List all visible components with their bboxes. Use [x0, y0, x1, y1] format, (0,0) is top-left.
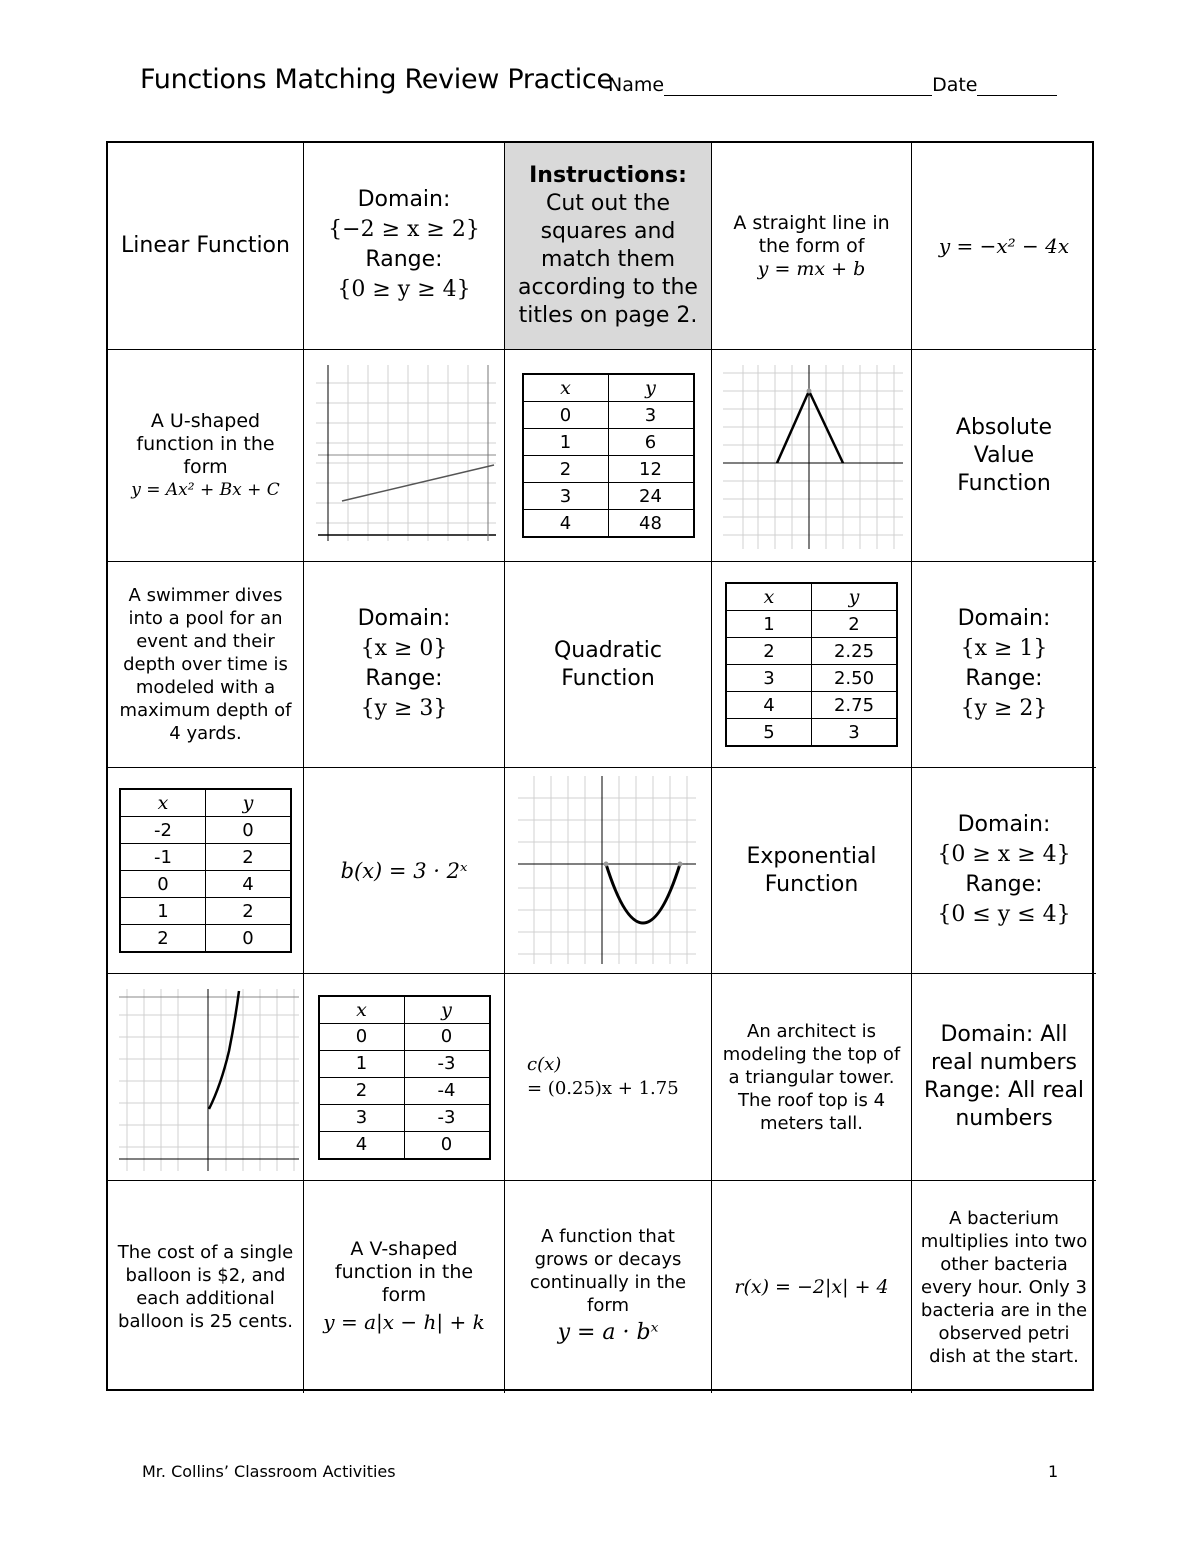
domain-value: {x ≥ 1} [960, 635, 1048, 661]
graph-curve [606, 864, 680, 923]
card-table-absolute [108, 768, 304, 974]
name-blank [664, 77, 932, 96]
card-formula: y = a|x − h| + k [323, 1309, 485, 1334]
range-label: Range: [365, 665, 443, 691]
table-cell: -1 [120, 844, 206, 871]
card-table-linear [712, 562, 912, 768]
table-cell: 0 [206, 817, 292, 844]
table-row [523, 483, 694, 510]
graph-exponential [109, 975, 303, 1180]
card-table-quadratic [304, 974, 505, 1181]
card-linear-function [108, 143, 304, 350]
date-blank [977, 77, 1057, 96]
table-cell: 2 [812, 611, 898, 638]
card-absolute-value-function [912, 350, 1096, 562]
table-header-cell: x [120, 789, 206, 817]
card-domain-range-3 [912, 562, 1096, 768]
domain-value: {−2 ≥ x ≥ 2} [328, 217, 480, 242]
card-u-shaped [108, 350, 304, 562]
table-cell: 1 [726, 611, 812, 638]
table-cell: 2 [523, 456, 609, 483]
table-cell: -3 [404, 1050, 490, 1077]
table-cell: 0 [523, 402, 609, 429]
table-row [120, 898, 291, 925]
instructions-label: Instructions: [529, 163, 687, 188]
page-title: Functions Matching Review Practice [140, 64, 613, 95]
card-exponential-equation [304, 768, 505, 974]
table-header-row [319, 996, 490, 1024]
table-row [523, 510, 694, 538]
card-absolute-equation [712, 1181, 912, 1393]
table-cell: 3 [608, 402, 694, 429]
card-table-exponential [505, 350, 712, 562]
range-label: Range: [965, 871, 1043, 897]
name-label: Name [608, 74, 665, 96]
instructions-body: Cut out the squares and match them according to the titles on page 2. [518, 191, 698, 328]
table-cell: 0 [319, 1023, 405, 1050]
table-cell: 0 [404, 1131, 490, 1159]
graph-curve [209, 991, 239, 1109]
table-row [120, 925, 291, 953]
card-architect [712, 974, 912, 1181]
card-text: A V-shaped function in the form [334, 1237, 474, 1306]
table-header-row [120, 789, 291, 817]
table-header-cell: x [523, 374, 609, 402]
range-label: Range: [365, 247, 443, 272]
card-text: The cost of a single balloon is $2, and each additional balloon is 25 cents. [117, 1242, 294, 1332]
card-formula: y = mx + b [757, 257, 866, 280]
table-cell: 24 [608, 483, 694, 510]
matching-cards-grid [106, 141, 1094, 1391]
table-row [120, 871, 291, 898]
card-instructions [505, 143, 712, 350]
card-formula: y = Ax² + Bx + C [131, 479, 280, 500]
table-cell: 2 [120, 925, 206, 953]
card-text: A bacterium multiplies into two other bacteria every hour. Only 3 bacteria are in the observed petri dish at the start. [920, 1207, 1088, 1367]
card-text: Quadratic Function [553, 637, 663, 691]
card-bacterium [912, 1181, 1096, 1393]
card-formula: r(x) = −2|x| + 4 [734, 1276, 889, 1298]
graph-point [603, 862, 608, 867]
table-row [523, 429, 694, 456]
table-cell: 4 [206, 871, 292, 898]
graph-parabola [506, 768, 711, 973]
domain-label: Domain: [357, 605, 451, 631]
table-cell: 3 [523, 483, 609, 510]
table-cell: 0 [404, 1023, 490, 1050]
date-label: Date [932, 74, 978, 96]
card-quadratic-equation [912, 143, 1096, 350]
card-text: A function that grows or decays continually in the form [529, 1226, 687, 1316]
card-graph-linear [304, 350, 505, 562]
card-swimmer [108, 562, 304, 768]
table-cell: -2 [120, 817, 206, 844]
page-header [140, 64, 1060, 104]
card-text: Absolute Value Function [955, 414, 1053, 496]
xy-table [119, 788, 292, 953]
range-value: {0 ≤ y ≤ 4} [937, 901, 1071, 927]
card-text: A straight line in the form of [733, 211, 890, 257]
table-cell: 2.25 [812, 638, 898, 665]
table-cell: 2 [319, 1077, 405, 1104]
table-cell: 4 [523, 510, 609, 538]
card-domain-range-4 [912, 768, 1096, 974]
card-balloon [108, 1181, 304, 1393]
table-header-row [726, 583, 897, 611]
table-row [319, 1050, 490, 1077]
table-cell: 6 [608, 429, 694, 456]
card-quadratic-function [505, 562, 712, 768]
card-straight-line [712, 143, 912, 350]
card-linear-equation [505, 974, 712, 1181]
table-row [726, 638, 897, 665]
graph-triangle [713, 353, 911, 558]
table-cell: 3 [726, 665, 812, 692]
xy-table [725, 582, 898, 747]
range-value: {0 ≥ y ≥ 4} [337, 277, 471, 302]
table-cell: 48 [608, 510, 694, 538]
graph-point [677, 862, 682, 867]
table-header-cell: y [404, 996, 490, 1024]
table-row [523, 456, 694, 483]
table-row [319, 1104, 490, 1131]
table-cell: 0 [120, 871, 206, 898]
table-cell: 2 [726, 638, 812, 665]
graph-linear [306, 353, 502, 558]
table-cell: 1 [120, 898, 206, 925]
table-cell: 2 [206, 898, 292, 925]
domain-label: Domain: [357, 187, 451, 212]
table-cell: 2.50 [812, 665, 898, 692]
table-header-cell: x [319, 996, 405, 1024]
card-grows-decays [505, 1181, 712, 1393]
card-text: Linear Function [121, 233, 290, 258]
table-cell: 2 [206, 844, 292, 871]
table-row [120, 817, 291, 844]
table-header-row [523, 374, 694, 402]
range-label: Range: [965, 665, 1043, 691]
table-cell: 3 [812, 719, 898, 747]
card-text: A swimmer dives into a pool for an event and their depth over time is modeled with a maximum depth of 4 yards. [119, 585, 292, 744]
name-date-field [608, 74, 1057, 96]
card-v-shaped [304, 1181, 505, 1393]
card-text: An architect is modeling the top of a triangular tower. The roof top is 4 meters tall. [722, 1020, 901, 1134]
table-cell: -3 [404, 1104, 490, 1131]
table-header-cell: x [726, 583, 812, 611]
table-cell: 0 [206, 925, 292, 953]
range-value: {y ≥ 3} [360, 695, 448, 721]
table-row [523, 402, 694, 429]
page-number: 1 [1048, 1462, 1059, 1481]
xy-table [522, 373, 695, 538]
table-cell: 2.75 [812, 692, 898, 719]
card-text: A U-shaped function in the form [136, 409, 275, 478]
table-cell: -4 [404, 1077, 490, 1104]
table-row [319, 1131, 490, 1159]
table-cell: 5 [726, 719, 812, 747]
table-header-cell: y [608, 374, 694, 402]
xy-table [318, 995, 491, 1160]
table-row [726, 611, 897, 638]
table-row [319, 1077, 490, 1104]
graph-vertex [806, 389, 811, 394]
table-row [319, 1023, 490, 1050]
card-graph-exponential [108, 974, 304, 1181]
domain-value: {0 ≥ x ≥ 4} [937, 841, 1071, 867]
card-graph-triangle [712, 350, 912, 562]
card-domain-range-all-real [912, 974, 1096, 1181]
card-formula-line1: c(x) [527, 1054, 562, 1075]
card-formula: y = −x² − 4x [938, 234, 1070, 258]
instructions-text [513, 162, 703, 330]
domain-label: Domain: [957, 811, 1051, 837]
card-text: Exponential Function [746, 843, 877, 897]
card-text: Domain: All real numbers Range: All real numbers [923, 1022, 1085, 1131]
card-graph-parabola [505, 768, 712, 974]
table-cell: 4 [726, 692, 812, 719]
domain-label: Domain: [957, 605, 1051, 631]
card-formula: y = a · bˣ [557, 1320, 659, 1345]
table-cell: 12 [608, 456, 694, 483]
table-row [726, 719, 897, 747]
table-header-cell: y [812, 583, 898, 611]
card-domain-range-1 [304, 143, 505, 350]
table-header-cell: y [206, 789, 292, 817]
table-cell: 3 [319, 1104, 405, 1131]
card-formula: b(x) = 3 · 2ˣ [340, 858, 468, 883]
table-row [726, 665, 897, 692]
range-value: {y ≥ 2} [960, 695, 1048, 721]
card-exponential-function [712, 768, 912, 974]
table-cell: 1 [319, 1050, 405, 1077]
card-domain-range-2 [304, 562, 505, 768]
table-row [120, 844, 291, 871]
table-cell: 4 [319, 1131, 405, 1159]
table-row [726, 692, 897, 719]
domain-value: {x ≥ 0} [360, 635, 448, 661]
card-formula-line2: = (0.25)x + 1.75 [527, 1078, 679, 1099]
footer-author: Mr. Collins’ Classroom Activities [142, 1462, 396, 1481]
table-cell: 1 [523, 429, 609, 456]
